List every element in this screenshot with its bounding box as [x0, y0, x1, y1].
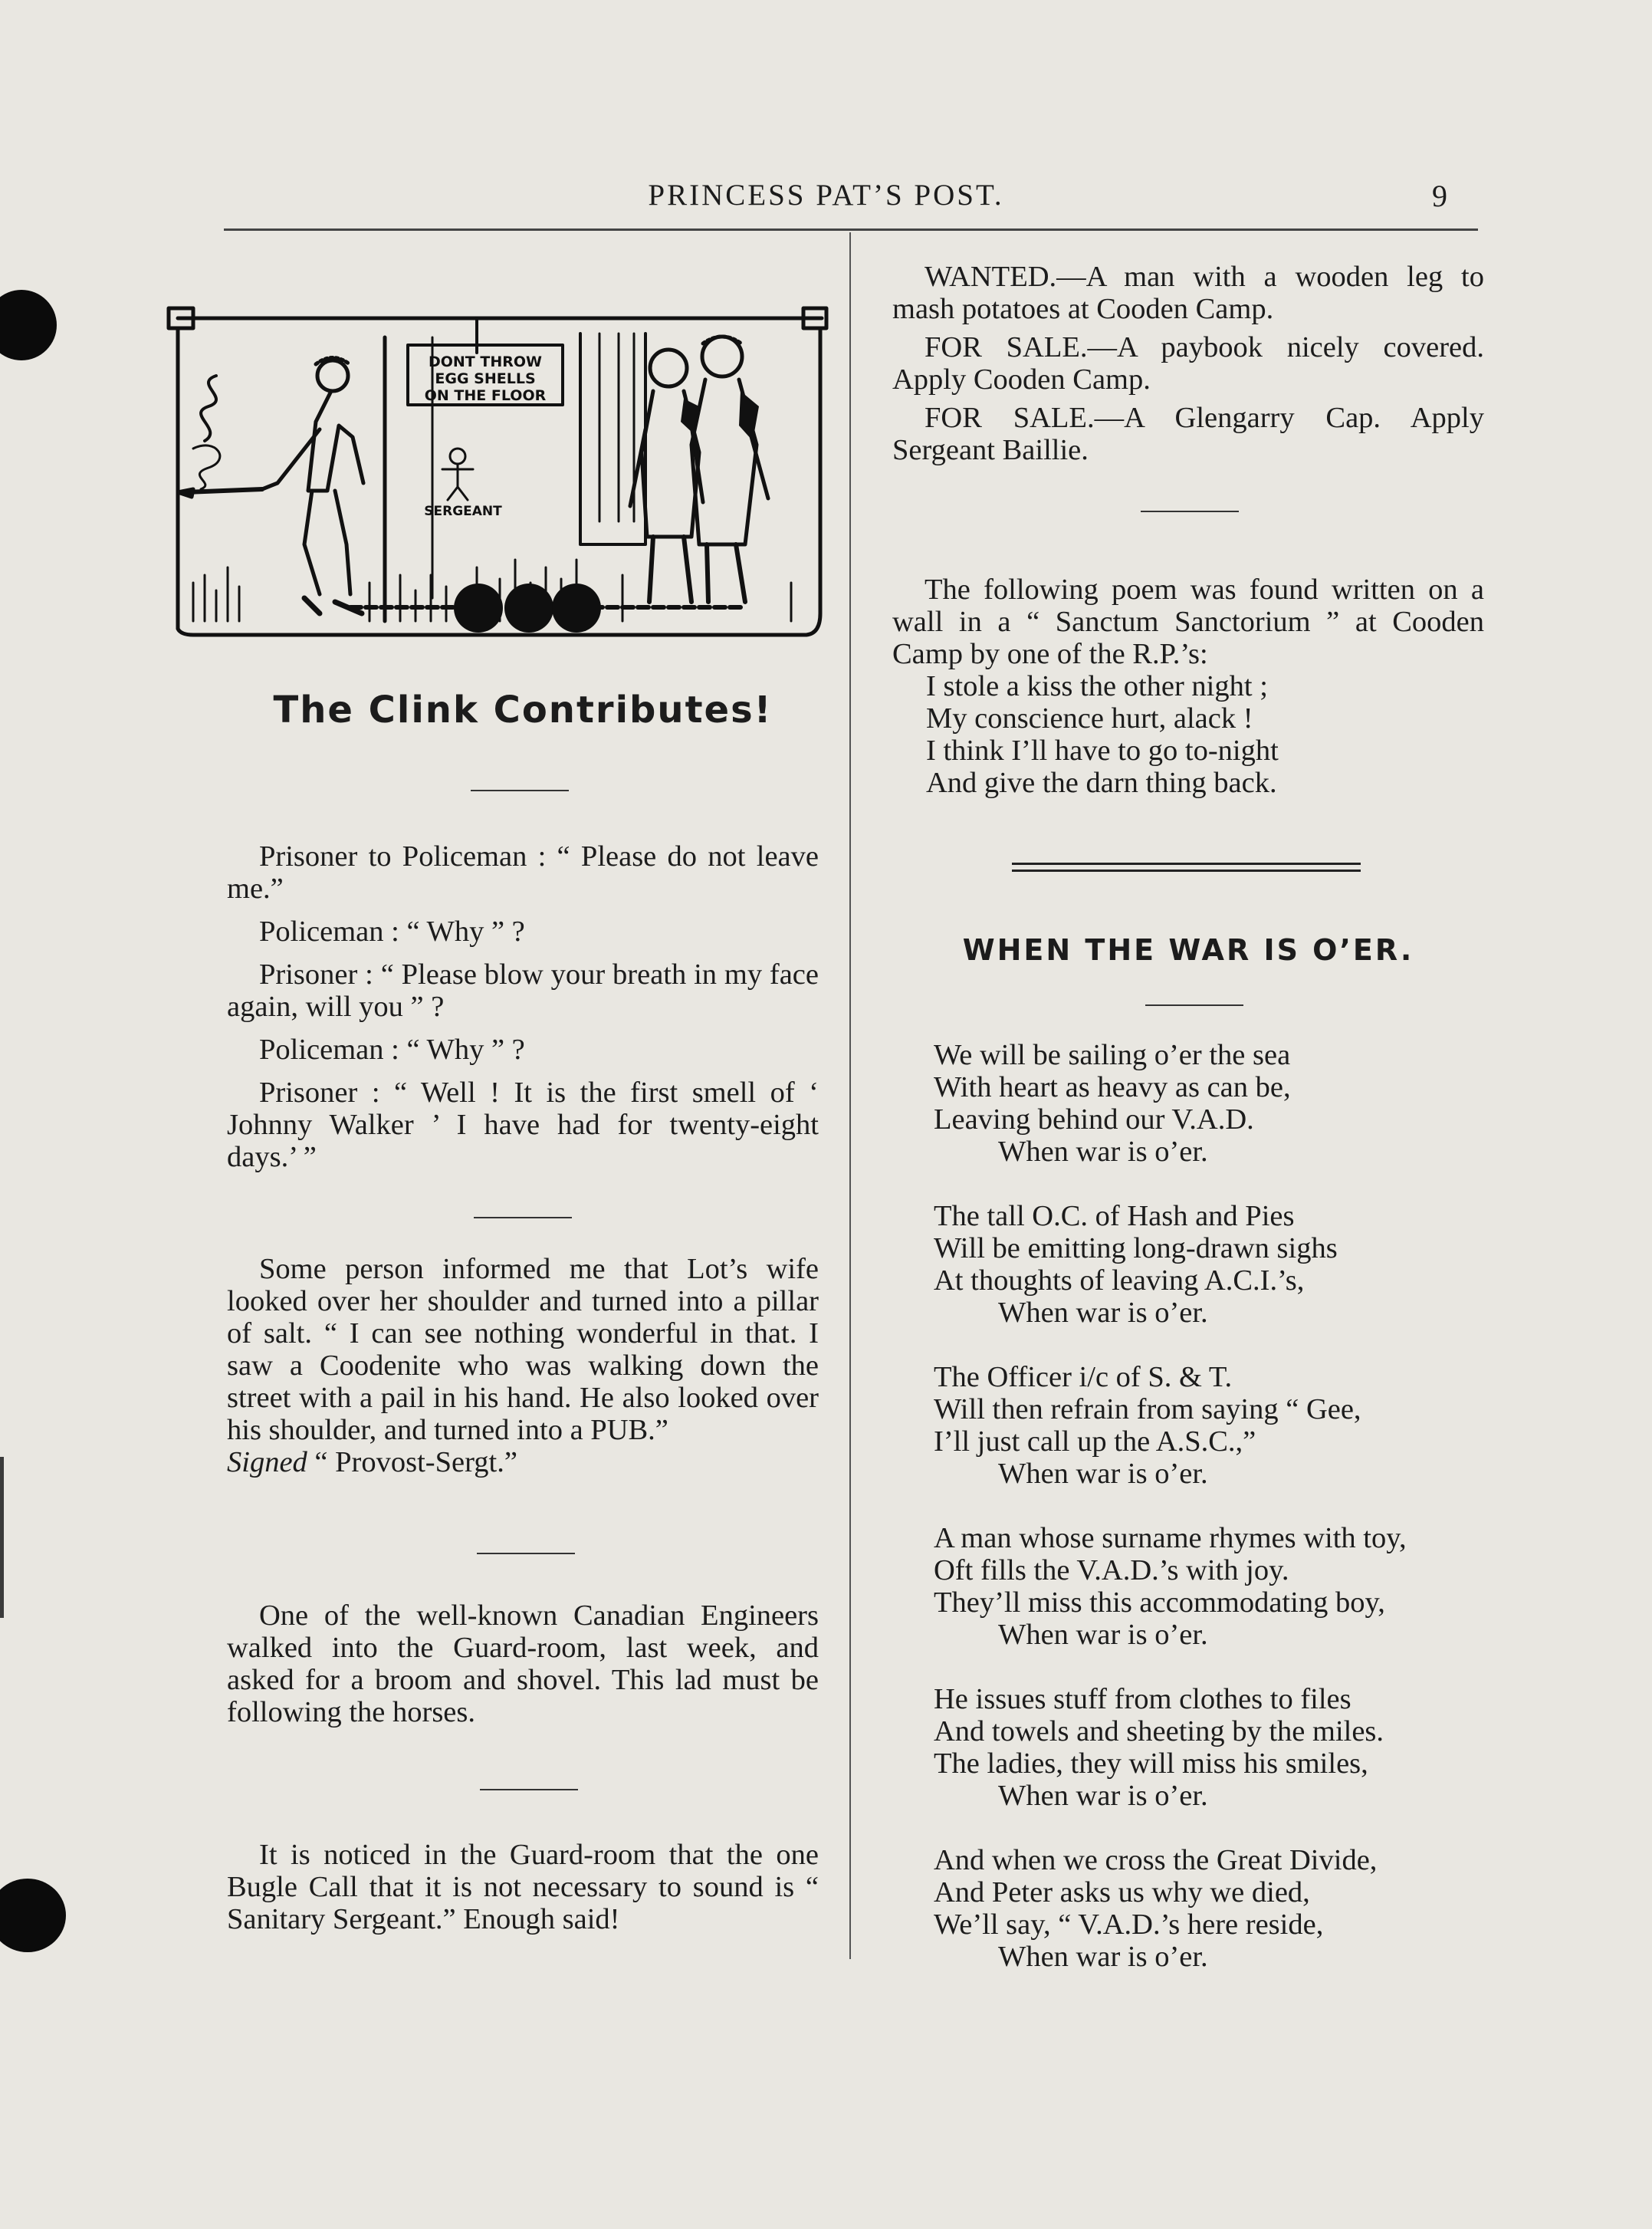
poem-line: I stole a kiss the other night ; — [926, 670, 1268, 702]
refrain-line: When war is o’er. — [998, 1619, 1208, 1651]
verse-line: Will then refrain from saying “ Gee, — [934, 1393, 1361, 1425]
jail-cartoon — [163, 291, 831, 644]
verse-line: With heart as heavy as can be, — [934, 1071, 1291, 1103]
lot-story-block — [227, 1253, 819, 1478]
verse-line: The ladies, they will miss his smiles, — [934, 1747, 1368, 1780]
divider-rule — [1141, 511, 1239, 512]
divider-rule — [471, 790, 569, 791]
verse-line: The Officer i/c of S. & T. — [934, 1361, 1233, 1393]
war-poem-title: WHEN THE WAR IS O’ER. — [962, 933, 1414, 967]
divider-rule — [477, 1553, 575, 1554]
page-number: 9 — [1432, 179, 1447, 213]
signed-label: Signed — [227, 1446, 307, 1478]
ads-block — [892, 261, 1484, 466]
signature-line — [227, 1446, 819, 1478]
header-rule — [224, 228, 1478, 231]
verse-line: And when we cross the Great Divide, — [934, 1844, 1378, 1876]
verse-line: We’ll say, “ V.A.D.’s here reside, — [934, 1908, 1324, 1941]
war-title-block — [892, 934, 1484, 966]
stanza — [934, 1361, 1501, 1490]
verse-line: At thoughts of leaving A.C.I.’s, — [934, 1264, 1305, 1297]
stanza — [934, 1683, 1501, 1812]
verse-line: He issues stuff from clothes to files — [934, 1683, 1351, 1715]
dialogue-line: Policeman : “ Why ” ? — [259, 916, 525, 948]
engineers-text: One of the well-known Canadian Engineers walked into the Guard-room, last week, and asked for a broom and shovel. This lad must be following the horses. — [227, 1599, 819, 1728]
divider-rule — [480, 1789, 578, 1790]
stanza — [934, 1522, 1501, 1651]
sign-line-3: ON THE FLOOR — [424, 387, 547, 404]
verse-line: They’ll miss this accommodating boy, — [934, 1586, 1385, 1619]
ad-wanted: WANTED.—A man with a wooden leg to mash potatoes at Cooden Camp. — [892, 261, 1484, 325]
verse-line: Leaving behind our V.A.D. — [934, 1103, 1254, 1136]
poem-line: My conscience hurt, alack ! — [926, 702, 1253, 735]
clink-dialogue — [227, 840, 819, 1173]
engineers-block — [227, 1599, 819, 1728]
dialogue-line: Prisoner : “ Please blow your breath in my face again, will you ” ? — [227, 958, 819, 1023]
signed-name: “ Provost-Sergt.” — [314, 1446, 517, 1478]
ad-paybook: FOR SALE.—A paybook nicely covered. Apply Cooden Camp. — [892, 331, 1484, 396]
refrain-line: When war is o’er. — [998, 1136, 1208, 1168]
poem-line: And give the darn thing back. — [926, 767, 1277, 799]
verse-line: A man whose surname rhymes with toy, — [934, 1522, 1407, 1554]
dialogue-line: Prisoner to Policeman : “ Please do not leave me.” — [227, 840, 819, 905]
refrain-line: When war is o’er. — [998, 1297, 1208, 1329]
poem-intro-block — [892, 574, 1484, 799]
divider-rule — [1145, 1004, 1243, 1006]
double-rule — [1012, 863, 1361, 872]
stanza — [934, 1039, 1501, 1168]
binding-hole-bottom — [0, 1879, 66, 1952]
bugle-text: It is noticed in the Guard-room that the one Bugle Call that it is not necessary to sound is “ Sanitary Sergeant.” Enough said! — [227, 1839, 819, 1935]
verse-line: Will be emitting long-drawn sighs — [934, 1232, 1338, 1264]
refrain-line: When war is o’er. — [998, 1941, 1208, 1973]
ad-glengarry: FOR SALE.—A Glengarry Cap. Apply Sergeant Baillie. — [892, 402, 1484, 466]
verse-line: And Peter asks us why we died, — [934, 1876, 1310, 1908]
refrain-line: When war is o’er. — [998, 1780, 1208, 1812]
running-title: PRINCESS PAT’S POST. — [648, 179, 1004, 212]
short-poem — [892, 670, 1484, 799]
sign-line-1: DONT THROW — [428, 353, 543, 370]
lot-story-text: Some person informed me that Lot’s wife looked over her shoulder and turned into a pillar of salt. “ I can see nothing wonderful in that. I saw a Coodenite who was walking down the street with a pail in his hand. He also looked over his shoulder, and turned into a PUB.” — [227, 1253, 819, 1446]
sign-line-2: EGG SHELLS — [435, 370, 536, 387]
verse-line: The tall O.C. of Hash and Pies — [934, 1200, 1295, 1232]
sergeant-label: SERGEANT — [424, 504, 502, 519]
divider-rule — [474, 1217, 572, 1218]
poem-intro: The following poem was found written on a wall in a “ Sanctum Sanctorium ” at Cooden Camp by one of the R.P.’s: — [892, 574, 1484, 670]
bugle-block — [227, 1839, 819, 1935]
clink-title: The Clink Contributes! — [273, 689, 773, 731]
left-column — [227, 689, 819, 731]
verse-line: Oft fills the V.A.D.’s with joy. — [934, 1554, 1289, 1586]
dialogue-line: Prisoner : “ Well ! It is the first smell of ‘ Johnny Walker ’ I have had for twenty-eight days.’ ” — [227, 1077, 819, 1173]
stanza — [934, 1844, 1501, 1973]
stanza — [934, 1200, 1501, 1329]
poem-line: I think I’ll have to go to-night — [926, 735, 1279, 767]
column-divider — [849, 232, 851, 1959]
war-poem — [934, 1039, 1501, 1973]
binding-hole-top — [0, 290, 57, 360]
verse-line: I’ll just call up the A.S.C.,” — [934, 1425, 1256, 1458]
verse-line: We will be sailing o’er the sea — [934, 1039, 1291, 1071]
verse-line: And towels and sheeting by the miles. — [934, 1715, 1384, 1747]
page-edge-mark — [0, 1457, 4, 1618]
refrain-line: When war is o’er. — [998, 1458, 1208, 1490]
dialogue-line: Policeman : “ Why ” ? — [259, 1034, 525, 1066]
